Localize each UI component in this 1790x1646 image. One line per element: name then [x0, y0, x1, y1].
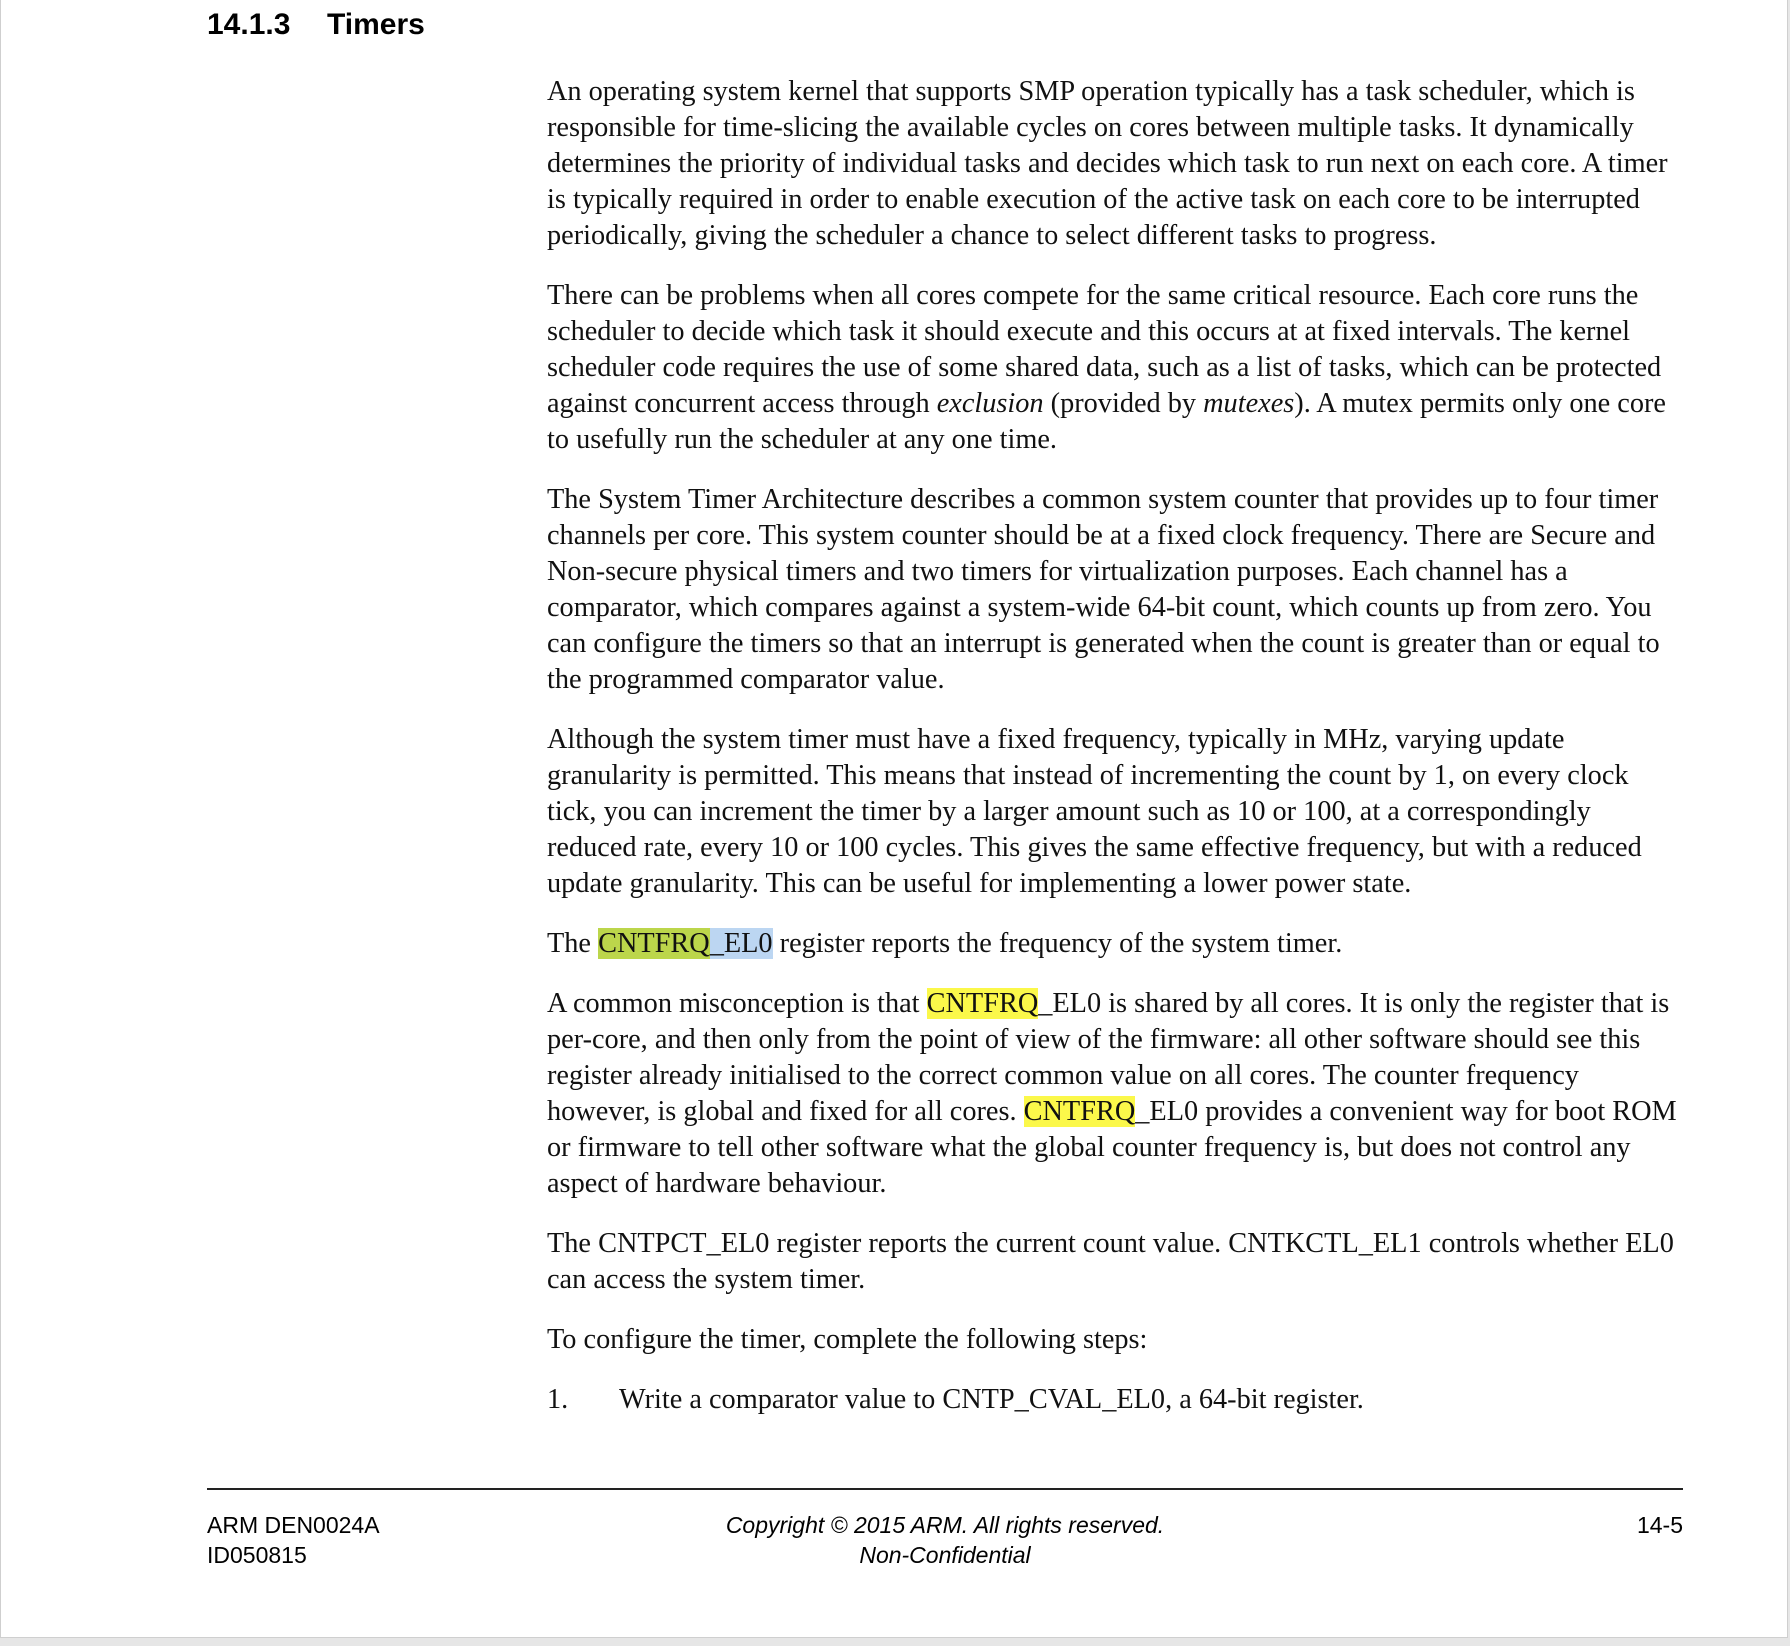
paragraph-configure-intro: To configure the timer, complete the following steps:: [547, 1324, 1148, 1355]
text-run: (provided by: [1043, 388, 1204, 419]
footer-doc-version: ID050815: [207, 1542, 307, 1568]
paragraph-scheduler: An operating system kernel that supports SMP operation typically has a task scheduler, which is responsible for time-slicing the available cycles on cores between multiple tasks. It dynamically determines the priority of individual tasks and decides which task to run next on each core. A timer is typically required in order to enable execution of the active task on each core to be interrupted periodically, giving the scheduler a chance to select different tasks to progress.: [547, 76, 1668, 251]
paragraph-critical-resource: [547, 278, 1681, 458]
footer-divider: [207, 1488, 1683, 1490]
footer-doc-info: [207, 1510, 380, 1570]
text-run: ). A mutex permits only one core to usefully run the scheduler at any one time.: [547, 388, 1666, 455]
paragraph-misconception: [547, 986, 1681, 1202]
text-run: _EL0 is shared by all cores. It is only the register that is per-core, and then only from the point of view of the firmware: all other software should see this register already initialised to the correct common value on all cores. The counter frequency however, is global and fixed for all cores.: [547, 988, 1670, 1127]
paragraph-cntfrq-register: [547, 926, 1681, 962]
text-run: register reports the frequency of the system timer.: [772, 928, 1343, 959]
section-heading: [207, 8, 425, 42]
paragraph-update-granularity: Although the system timer must have a fixed frequency, typically in MHz, varying update granularity is permitted. This means that instead of incrementing the count by 1, on every clock tick, you can increment the timer by a larger amount such as 10 or 100, at a correspondingly reduced rate, every 10 or 100 cycles. This gives the same effective frequency, but with a reduced update granularity. This can be useful for implementing a lower power state.: [547, 724, 1642, 899]
text-run: There can be problems when all cores compete for the same critical resource. Each core runs the scheduler to decide which task it should execute and this occurs at at fixed intervals. The kernel scheduler code requires the use of some shared data, such as a list of tasks, which can be protected against concurrent access through: [547, 280, 1662, 419]
step-text: Write a comparator value to CNTP_CVAL_EL0, a 64-bit register.: [619, 1384, 1364, 1415]
text-run: _EL0 provides a convenient way for boot ROM or firmware to tell other software what the global counter frequency is, but does not control any aspect of hardware behaviour.: [547, 1096, 1677, 1199]
paragraph-cntpct-register: The CNTPCT_EL0 register reports the current count value. CNTKCTL_EL1 controls whether EL0 can access the system timer.: [547, 1228, 1674, 1295]
footer-doc-id: ARM DEN0024A: [207, 1512, 380, 1538]
step-number: 1.: [547, 1384, 569, 1415]
paragraph-system-timer-architecture: The System Timer Architecture describes a common system counter that provides up to four timer channels per core. This system counter should be at a fixed clock frequency. There are Secure and Non-secure physical timers and two timers for virtualization purposes. Each channel has a comparator, which compares against a system-wide 64-bit count, which counts up from zero. You can configure the timers so that an interrupt is generated when the count is greater than or equal to the programmed comparator value.: [547, 484, 1660, 695]
emphasis-mutexes: mutexes: [1203, 388, 1295, 419]
section-number: 14.1.3: [207, 8, 291, 41]
footer-copyright: Copyright © 2015 ARM. All rights reserved.: [725, 1512, 1165, 1538]
footer-page-number: 14-5: [1636, 1512, 1683, 1538]
section-body: [547, 74, 1681, 1442]
text-run: A common misconception is that: [547, 988, 927, 1019]
text-run: The: [547, 928, 599, 959]
highlight-yellow[interactable]: CNTFRQ: [926, 988, 1039, 1019]
highlight-yellow[interactable]: CNTFRQ: [1023, 1096, 1136, 1127]
emphasis-exclusion: exclusion: [936, 388, 1044, 419]
list-item-step-1: [547, 1382, 1681, 1418]
text-selection[interactable]: _EL0: [709, 928, 773, 959]
footer-confidentiality: Non-Confidential: [859, 1542, 1031, 1568]
highlight-green[interactable]: CNTFRQ: [598, 928, 710, 959]
footer-copyright-block: [701, 1510, 1189, 1570]
section-title: Timers: [327, 8, 425, 41]
